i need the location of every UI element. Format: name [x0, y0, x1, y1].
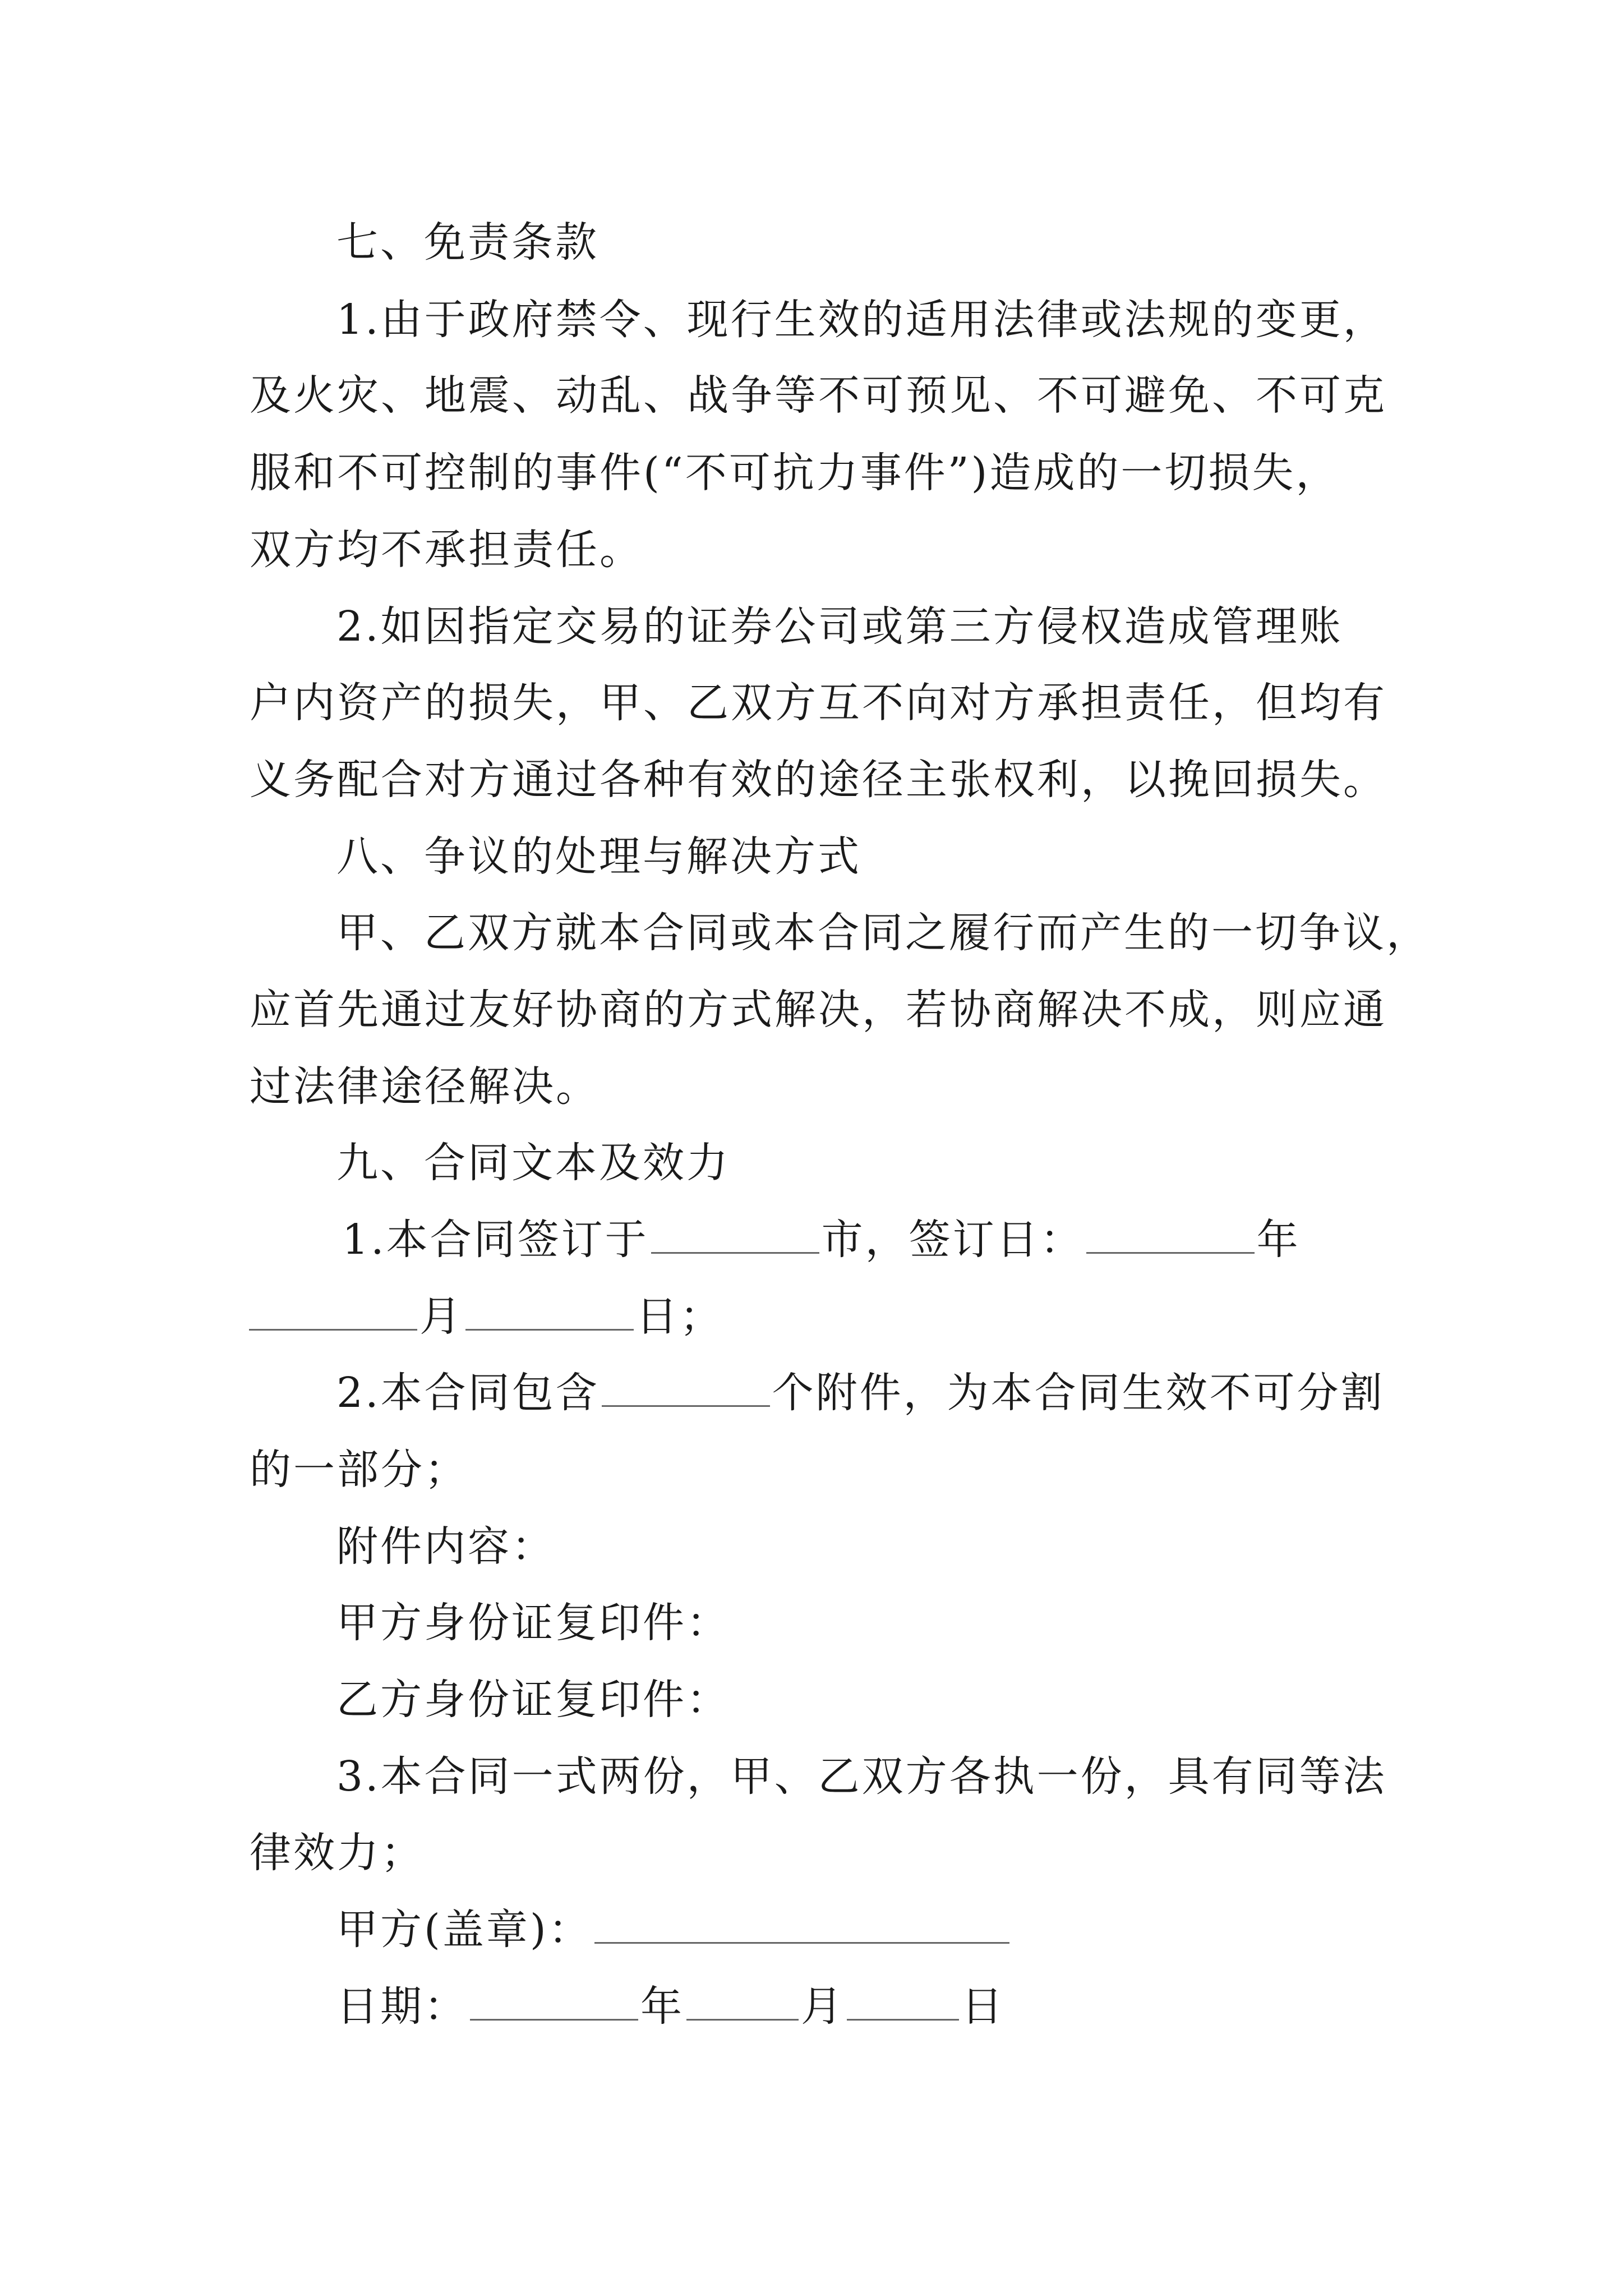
month-text: 月 [419, 1292, 463, 1341]
section-7-paragraph-1-line-1: 1.由于政府禁令、现行生效的适用法律或法规的变更， [336, 296, 1387, 344]
attachment-party-a-id: 甲方身份证复印件： [336, 1599, 730, 1647]
section-7-title: 七、免责条款 [336, 218, 599, 266]
signing-location-text: 1.本合同签订于 [342, 1216, 649, 1264]
year-text: 年 [1256, 1216, 1301, 1264]
section-7-paragraph-1-line-3: 服和不可控制的事件(“不可抗力事件”)造成的一切损失， [250, 449, 1340, 497]
section-9-paragraph-3-line-2: 律效力； [250, 1829, 425, 1877]
section-7-paragraph-2-line-3: 义务配合对方通过各种有效的途径主张权利，以挽回损失。 [250, 756, 1387, 804]
year-blank[interactable] [1086, 1220, 1255, 1254]
city-blank[interactable] [651, 1220, 819, 1254]
signing-date-text: 市，签订日： [821, 1216, 1084, 1264]
date-day-text: 日 [961, 1982, 1005, 2031]
section-8-paragraph-line-3: 过法律途径解决。 [250, 1062, 600, 1111]
attachment-count-suffix: 个附件，为本合同生效不可分割 [772, 1369, 1385, 1417]
date-month-text: 月 [801, 1982, 845, 2031]
section-9-paragraph-1-line-2 [247, 1289, 723, 1345]
month-blank[interactable] [249, 1296, 417, 1331]
party-a-seal-label: 甲方(盖章)： [336, 1906, 592, 1954]
section-8-title: 八、争议的处理与解决方式 [336, 832, 861, 881]
section-9-paragraph-2-line-2: 的一部分； [250, 1446, 468, 1494]
day-blank[interactable] [465, 1296, 634, 1331]
section-7-paragraph-1-line-4: 双方均不承担责任。 [250, 526, 643, 574]
section-9-title: 九、合同文本及效力 [336, 1139, 730, 1187]
attachment-party-b-id: 乙方身份证复印件： [336, 1676, 730, 1724]
date-year-text: 年 [640, 1982, 684, 2031]
section-7-paragraph-2-line-1: 2.如因指定交易的证券公司或第三方侵权造成管理账 [336, 602, 1343, 651]
date-year-blank[interactable] [470, 1986, 638, 2021]
attachment-content-title: 附件内容： [336, 1522, 555, 1571]
section-8-paragraph-line-2: 应首先通过友好协商的方式解决，若协商解决不成，则应通 [250, 986, 1387, 1034]
day-text: 日； [636, 1292, 723, 1341]
section-9-paragraph-2-line-1 [336, 1365, 1385, 1421]
party-a-seal-line [336, 1902, 1012, 1958]
attachment-count-text: 2.本合同包含 [336, 1369, 600, 1417]
date-label: 日期： [336, 1982, 468, 2031]
date-day-blank[interactable] [847, 1986, 959, 2021]
section-8-paragraph-line-1: 甲、乙双方就本合同或本合同之履行而产生的一切争议， [336, 909, 1430, 957]
date-month-blank[interactable] [686, 1986, 799, 2021]
section-7-paragraph-1-line-2: 及火灾、地震、动乱、战争等不可预见、不可避免、不可克 [250, 371, 1387, 420]
section-9-paragraph-1-line-1 [342, 1212, 1301, 1268]
section-7-paragraph-2-line-2: 户内资产的损失，甲、乙双方互不向对方承担责任，但均有 [250, 679, 1387, 727]
section-9-paragraph-3-line-1: 3.本合同一式两份，甲、乙双方各执一份，具有同等法 [336, 1752, 1387, 1801]
party-a-seal-blank[interactable] [594, 1910, 1009, 1944]
date-line [336, 1978, 1005, 2035]
attachment-count-blank[interactable] [602, 1373, 770, 1407]
